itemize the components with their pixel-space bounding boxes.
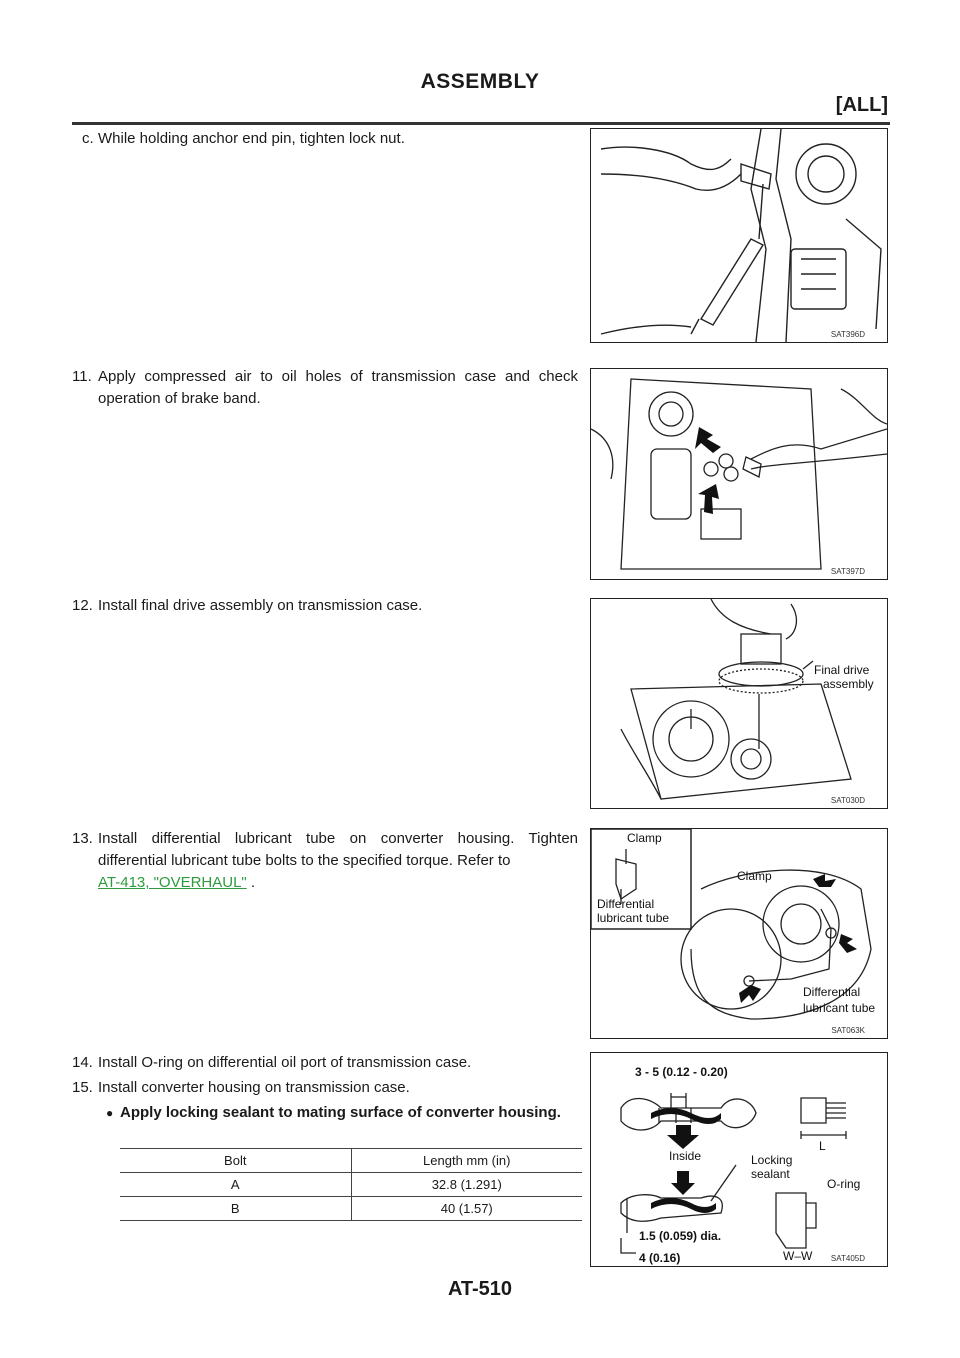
figure-lubricant-tube bbox=[590, 828, 888, 1039]
locking-sealant-label: Locking bbox=[751, 1153, 793, 1167]
o-ring-label: O-ring bbox=[827, 1177, 861, 1191]
figure-code: SAT030D bbox=[830, 796, 865, 805]
page-title: ASSEMBLY bbox=[420, 70, 540, 93]
figure-code: SAT405D bbox=[830, 1254, 865, 1263]
lubricant-tube-label: Differential bbox=[597, 897, 655, 911]
table-cell: A bbox=[120, 1173, 351, 1197]
step-13 bbox=[72, 828, 578, 894]
bullet-text: Apply locking sealant to mating surface of converter housing. bbox=[120, 1104, 561, 1121]
step-11 bbox=[72, 366, 578, 410]
figure-locking-sealant bbox=[590, 1052, 888, 1267]
table-cell: 40 (1.57) bbox=[351, 1197, 582, 1221]
section-tag: [ALL] bbox=[835, 94, 888, 116]
figure-compressed-air bbox=[590, 368, 888, 580]
step-text-body: Install differential lubricant tube on converter housing. Tighten differential lubricant tube bolts to the specified torque. Refer to bbox=[98, 830, 578, 869]
table-header-row bbox=[120, 1149, 582, 1173]
compressed-air-illustration bbox=[591, 369, 887, 579]
locking-sealant-label: sealant bbox=[751, 1167, 790, 1181]
lubricant-tube-label: Differential bbox=[803, 985, 861, 999]
step-number: c. bbox=[82, 130, 94, 147]
width-dimension-label: 4 (0.16) bbox=[639, 1251, 681, 1265]
inside-label: Inside bbox=[669, 1149, 702, 1163]
step-text: Install O-ring on differential oil port of transmission case. bbox=[98, 1054, 472, 1071]
step-text bbox=[98, 828, 578, 894]
step-text: Install final drive assembly on transmission case. bbox=[98, 597, 423, 614]
clamp-label: Clamp bbox=[737, 869, 772, 883]
table-cell: B bbox=[120, 1197, 351, 1221]
lubricant-tube-label: lubricant tube bbox=[803, 1001, 876, 1015]
figure-code: SAT063K bbox=[831, 1026, 865, 1035]
step-number: 15. bbox=[72, 1079, 93, 1096]
clamp-label: Clamp bbox=[627, 831, 662, 845]
step-number: 13. bbox=[72, 830, 93, 847]
step-15 bbox=[72, 1077, 578, 1099]
overhaul-reference-link[interactable]: AT-413, "OVERHAUL" bbox=[98, 874, 247, 891]
step-text: Apply compressed air to oil holes of transmission case and check operation of brake band. bbox=[98, 368, 578, 407]
step-text-tail: . bbox=[246, 874, 256, 891]
length-l-label: L bbox=[819, 1139, 826, 1153]
figure-torque-wrench bbox=[590, 128, 888, 343]
figure-code: SAT397D bbox=[830, 567, 865, 576]
step-c bbox=[82, 128, 578, 150]
caution-bullet bbox=[106, 1102, 582, 1124]
final-drive-label: Final drive bbox=[814, 663, 870, 677]
step-14 bbox=[72, 1052, 578, 1074]
section-label: W–W bbox=[783, 1249, 813, 1263]
table-cell: 32.8 (1.291) bbox=[351, 1173, 582, 1197]
locking-sealant-illustration bbox=[591, 1053, 887, 1266]
table-header-cell: Bolt bbox=[120, 1149, 351, 1173]
page-number: AT-510 bbox=[447, 1278, 513, 1300]
step-text: While holding anchor end pin, tighten lock nut. bbox=[98, 130, 405, 147]
step-number: 11. bbox=[72, 368, 92, 385]
final-drive-label: assembly bbox=[823, 677, 874, 691]
gap-dimension-label: 3 - 5 (0.12 - 0.20) bbox=[635, 1065, 728, 1079]
figure-code: SAT396D bbox=[830, 330, 865, 339]
step-number: 12. bbox=[72, 597, 93, 614]
bolt-length-table bbox=[120, 1148, 582, 1221]
step-text: Install converter housing on transmission case. bbox=[98, 1079, 410, 1096]
bullet-dot-icon: ● bbox=[106, 1106, 114, 1120]
lubricant-tube-label: lubricant tube bbox=[597, 911, 670, 925]
step-12 bbox=[72, 595, 578, 617]
diameter-label: 1.5 (0.059) dia. bbox=[639, 1229, 722, 1243]
header-rule bbox=[72, 122, 890, 125]
table-row bbox=[120, 1197, 582, 1221]
final-drive-illustration bbox=[591, 599, 887, 808]
table-header-cell: Length mm (in) bbox=[351, 1149, 582, 1173]
figure-final-drive bbox=[590, 598, 888, 809]
step-number: 14. bbox=[72, 1054, 93, 1071]
torque-wrench-illustration bbox=[591, 129, 887, 342]
table-row bbox=[120, 1173, 582, 1197]
